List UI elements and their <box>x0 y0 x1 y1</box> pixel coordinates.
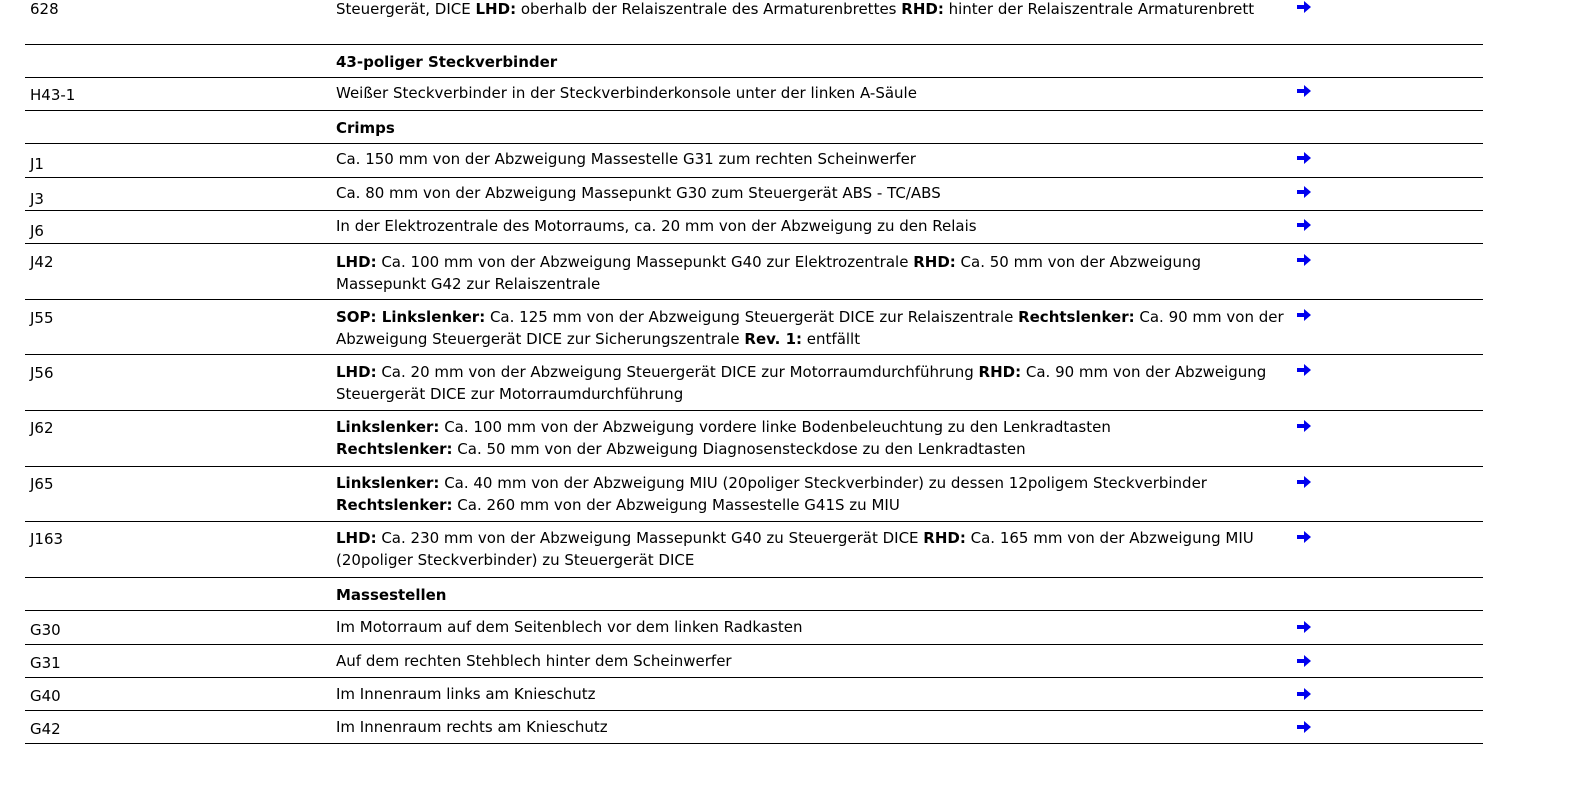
component-code: J55 <box>30 309 54 327</box>
location-description <box>336 472 1291 516</box>
arrow-right-icon[interactable] <box>1296 151 1312 165</box>
description-text: Ca. 100 mm von der Abzweigung vordere linke Bodenbeleuchtung zu den Lenkradtasten <box>439 418 1111 436</box>
component-code: H43-1 <box>30 86 76 104</box>
arrow-right-icon[interactable] <box>1296 218 1312 232</box>
bold-label: RHD: <box>913 253 956 271</box>
component-code: G40 <box>30 687 61 705</box>
description-text: entfällt <box>802 330 861 348</box>
location-description <box>336 527 1291 571</box>
arrow-right-icon[interactable] <box>1296 620 1312 634</box>
section-header-row <box>25 45 1483 78</box>
arrow-right-icon[interactable] <box>1296 720 1312 734</box>
table-row <box>25 144 1483 178</box>
location-description <box>336 683 1291 705</box>
table-row <box>25 522 1483 578</box>
description-text: Ca. 165 mm von der Abzweigung MIU (20poliger Steckverbinder) zu Steuergerät DICE <box>336 529 1254 569</box>
description-text: oberhalb der Relaiszentrale des Armaturenbrettes <box>516 0 902 18</box>
table-row <box>25 411 1483 467</box>
table-row <box>25 244 1483 300</box>
description-text: Ca. 230 mm von der Abzweigung Massepunkt G40 zu Steuergerät DICE <box>376 529 924 547</box>
table-row <box>25 611 1483 645</box>
description-text: Ca. 50 mm von der Abzweigung Massepunkt G42 zur Relaiszentrale <box>336 253 1201 293</box>
location-description <box>336 416 1291 460</box>
bold-label: LHD: <box>336 253 377 271</box>
location-description <box>336 182 1291 204</box>
bold-label: Rechtslenker: <box>1018 308 1135 326</box>
table-row <box>25 78 1483 111</box>
description-text: Im Innenraum rechts am Knieschutz <box>336 718 608 736</box>
description-text: Crimps <box>336 119 395 137</box>
arrow-right-icon[interactable] <box>1296 308 1312 322</box>
description-text: Steuergerät, DICE <box>336 0 476 18</box>
location-description <box>336 215 1291 237</box>
bold-label: Rechtslenker: <box>336 496 453 514</box>
bold-label: SOP: Linkslenker: <box>336 308 486 326</box>
bold-label: RHD: <box>901 0 944 18</box>
arrow-right-icon[interactable] <box>1296 419 1312 433</box>
location-description <box>336 251 1291 295</box>
bold-label: Linkslenker: <box>336 418 440 436</box>
description-text: Ca. 80 mm von der Abzweigung Massepunkt G30 zum Steuergerät ABS - TC/ABS <box>336 184 941 202</box>
section-title <box>336 51 1291 73</box>
arrow-right-icon[interactable] <box>1296 253 1312 267</box>
component-code: J65 <box>30 475 54 493</box>
location-description <box>336 616 1291 638</box>
component-code: J3 <box>30 190 44 208</box>
description-text: Ca. 125 mm von der Abzweigung Steuergerät DICE zur Relaiszentrale <box>485 308 1019 326</box>
description-text: Massestellen <box>336 586 447 604</box>
bold-label: RHD: <box>978 363 1022 381</box>
description-text: Ca. 40 mm von der Abzweigung MIU (20poliger Steckverbinder) zu dessen 12poligem Steckverbinder <box>439 474 1207 492</box>
description-text: Ca. 20 mm von der Abzweigung Steuergerät DICE zur Motorraumdurchführung <box>376 363 979 381</box>
connector-location-table <box>25 0 1483 744</box>
component-code: G30 <box>30 621 61 639</box>
table-row <box>25 678 1483 711</box>
description-text: In der Elektrozentrale des Motorraums, ca. 20 mm von der Abzweigung zu den Relais <box>336 217 977 235</box>
component-code: 628 <box>30 0 59 18</box>
table-row <box>25 178 1483 211</box>
table-row <box>25 711 1483 744</box>
arrow-right-icon[interactable] <box>1296 363 1312 377</box>
bold-label: LHD: <box>475 0 517 18</box>
description-text: Ca. 90 mm von der Abzweigung Steuergerät DICE zur Motorraumdurchführung <box>336 363 1267 403</box>
description-text: Im Innenraum links am Knieschutz <box>336 685 596 703</box>
bold-label: Rev. 1: <box>744 330 803 348</box>
section-header-row <box>25 578 1483 611</box>
arrow-right-icon[interactable] <box>1296 687 1312 701</box>
location-description <box>336 148 1291 170</box>
table-row <box>25 300 1483 355</box>
bold-label: Rechtslenker: <box>336 440 453 458</box>
table-row <box>25 0 1483 45</box>
component-code: J62 <box>30 419 54 437</box>
component-code: J6 <box>30 222 44 240</box>
arrow-right-icon[interactable] <box>1296 530 1312 544</box>
description-text: 43-poliger Steckverbinder <box>336 53 558 71</box>
description-text: Ca. 150 mm von der Abzweigung Massestelle G31 zum rechten Scheinwerfer <box>336 150 916 168</box>
location-description <box>336 0 1291 20</box>
location-description <box>336 361 1291 405</box>
bold-label: LHD: <box>336 363 377 381</box>
bold-label: LHD: <box>336 529 377 547</box>
description-text: Ca. 100 mm von der Abzweigung Massepunkt G40 zur Elektrozentrale <box>376 253 914 271</box>
section-title <box>336 584 1291 606</box>
description-text: Ca. 90 mm von der Abzweigung Steuergerät DICE zur Sicherungszentrale <box>336 308 1284 348</box>
arrow-right-icon[interactable] <box>1296 0 1312 14</box>
component-code: G31 <box>30 654 61 672</box>
table-row <box>25 211 1483 244</box>
description-text: Ca. 50 mm von der Abzweigung Diagnosensteckdose zu den Lenkradtasten <box>452 440 1026 458</box>
bold-label: RHD: <box>923 529 966 547</box>
table-row <box>25 645 1483 678</box>
arrow-right-icon[interactable] <box>1296 475 1312 489</box>
table-row <box>25 467 1483 522</box>
arrow-right-icon[interactable] <box>1296 654 1312 668</box>
location-description <box>336 82 1291 104</box>
section-header-row <box>25 111 1483 144</box>
description-text: Ca. 260 mm von der Abzweigung Massestelle G41S zu MIU <box>452 496 900 514</box>
component-code: J163 <box>30 530 64 548</box>
location-description <box>336 716 1291 738</box>
component-code: J42 <box>30 253 54 271</box>
location-description <box>336 650 1291 672</box>
section-title <box>336 117 1291 139</box>
component-code: J56 <box>30 364 54 382</box>
location-description <box>336 306 1291 350</box>
description-text: Im Motorraum auf dem Seitenblech vor dem linken Radkasten <box>336 618 803 636</box>
description-text: hinter der Relaiszentrale Armaturenbrett <box>943 0 1255 18</box>
bold-label: Linkslenker: <box>336 474 440 492</box>
component-code: J1 <box>30 155 44 173</box>
description-text: Weißer Steckverbinder in der Steckverbinderkonsole unter der linken A-Säule <box>336 84 917 102</box>
component-code: G42 <box>30 720 61 738</box>
arrow-right-icon[interactable] <box>1296 84 1312 98</box>
table-row <box>25 355 1483 411</box>
arrow-right-icon[interactable] <box>1296 185 1312 199</box>
description-text: Auf dem rechten Stehblech hinter dem Scheinwerfer <box>336 652 732 670</box>
